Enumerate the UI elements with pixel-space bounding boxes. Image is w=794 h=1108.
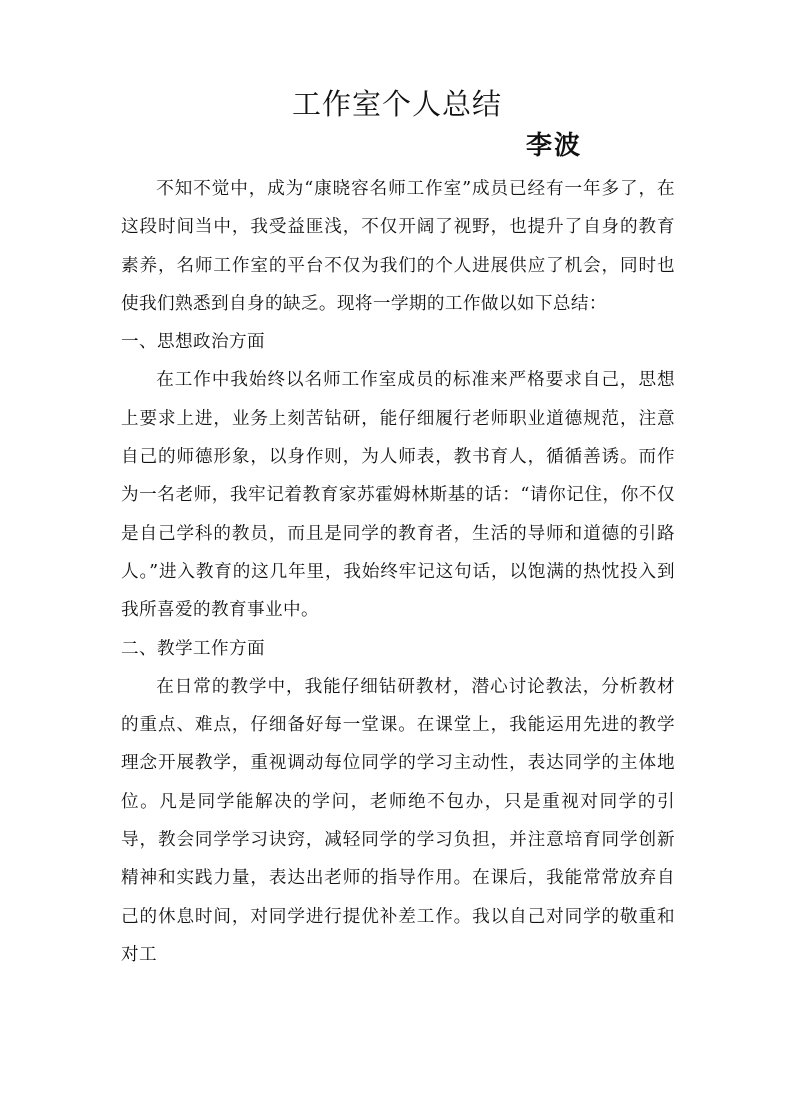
- section-heading-politics: 一、思想政治方面: [121, 332, 265, 353]
- document-title: 工作室个人总结: [291, 87, 502, 121]
- intro-paragraph: 不知不觉中，成为“康晓容名师工作室”成员已经有一年多了，在这段时间当中，我受益匪浅，不仅开阔了视野，也提升了自身的教育素养，名师工作室的平台不仅为我们的个人进展供应了机会，同时也使我们熟悉到自身的缺乏。现将一学期的工作做以如下总结：: [121, 179, 675, 314]
- author-name: 李波: [526, 131, 583, 161]
- politics-paragraph: 在工作中我始终以名师工作室成员的标准来严格要求自己，思想上要求上进，业务上刻苦钻研，能仔细履行老师职业道德规范，注意自己的师德形象，以身作则，为人师表，教书育人，循循善诱。而作为一名老师，我牢记着教育家苏霍姆林斯基的话：“请你记住，你不仅是自己学科的教员，而且是同学的教育者，生活的导师和道德的引路人。”进入教育的这几年里，我始终牢记这句话，以饱满的热忱投入到我所喜爱的教育事业中。: [121, 370, 675, 621]
- document-body: [121, 170, 675, 974]
- teaching-paragraph: 在日常的教学中，我能仔细钻研教材，潜心讨论教法，分析教材的重点、难点，仔细备好每一堂课。在课堂上，我能运用先进的教学理念开展教学，重视调动每位同学的学习主动性，表达同学的主体地位。凡是同学能解决的学问，老师绝不包办，只是重视对同学的引导，教会同学学习诀窍，减轻同学的学习负担，并注意培育同学创新精神和实践力量，表达出老师的指导作用。在课后，我能常常放弃自己的休息时间，对同学进行提优补差工作。我以自己对同学的敬重和对工: [121, 676, 675, 965]
- section-heading-teaching: 二、教学工作方面: [121, 638, 265, 659]
